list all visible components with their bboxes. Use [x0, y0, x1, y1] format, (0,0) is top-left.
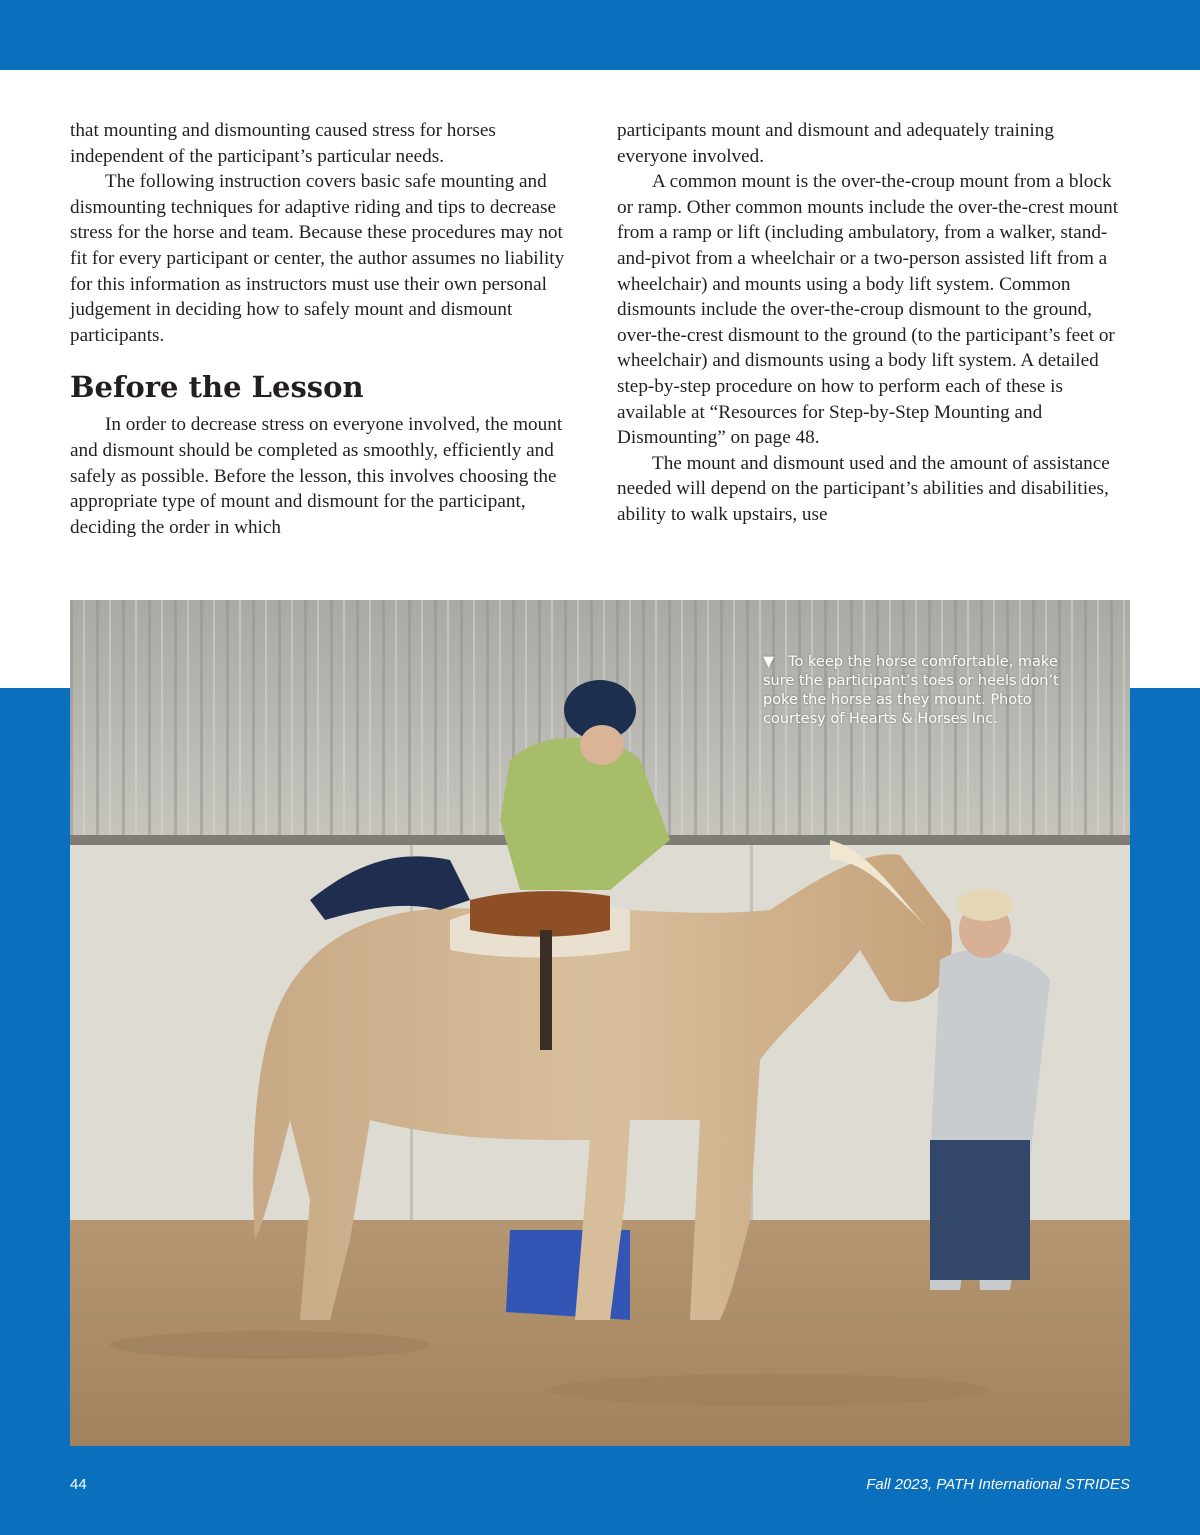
right-text-column [617, 118, 1129, 528]
caption-triangle-icon: ▼ [763, 654, 775, 670]
body-paragraph: In order to decrease stress on everyone involved, the mount and dismount should be completed as smoothly, efficiently and safely as possible. Before the lesson, this involves choosing the appropriate type of mount and dismount for the participant, deciding the order in which [70, 414, 563, 538]
body-paragraph: The following instruction covers basic safe mounting and dismounting techniques for adaptive riding and tips to decrease stress for the horse and team. Because these procedures may not fit for every participant or center, the author assumes no liability for this information as instructors must use their own personal judgement in deciding how to safely mount and dismount participants. [70, 171, 565, 346]
body-paragraph: participants mount and dismount and adequately training everyone involved. [617, 120, 1054, 167]
body-paragraph: that mounting and dismounting caused stress for horses independent of the participant’s particular needs. [70, 120, 496, 167]
top-color-band [0, 0, 1200, 70]
photo-caption [763, 653, 1083, 729]
body-paragraph: A common mount is the over-the-croup mount from a block or ramp. Other common mounts include the over-the-crest mount from a ramp or lift (including ambulatory, from a walker, stand-and-pivot from a wheelchair or a two-person assisted lift from a wheelchair) and mounts using a body lift system. Common dismounts include the over-the-croup dismount to the ground, over-the-crest dismount to the ground (to the participant’s feet or wheelchair) and dismounts using a body lift system. A detailed step-by-step procedure on how to perform each of these is available at “Resources for Step-by-Step Mounting and Dismounting” on page 48. [617, 171, 1119, 449]
publication-title: Fall 2023, PATH International STRIDES [866, 1476, 1130, 1493]
body-paragraph: The mount and dismount used and the amount of assistance needed will depend on the participant’s abilities and disabilities, ability to walk upstairs, use [617, 452, 1110, 525]
section-heading: Before the Lesson [70, 370, 364, 405]
left-text-column [70, 118, 570, 540]
page-number: 44 [70, 1476, 87, 1493]
caption-text: To keep the horse comfortable, make sure the participant’s toes or heels don’t poke the horse as they mount. Photo courtesy of Hearts & Horses Inc. [763, 654, 1059, 727]
